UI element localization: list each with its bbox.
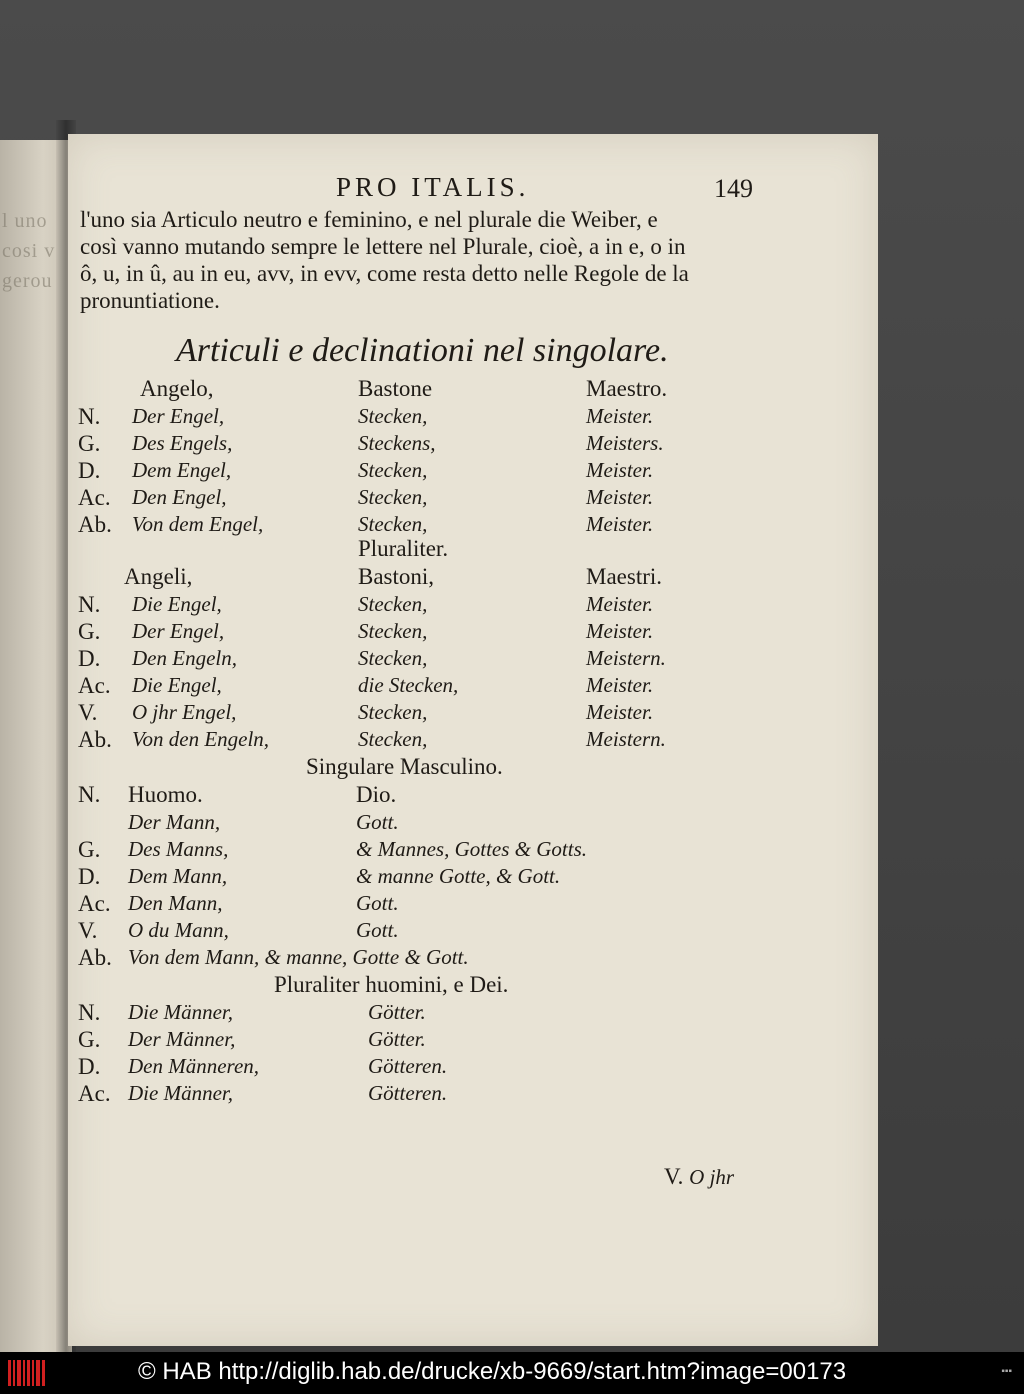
table-row: [68, 619, 878, 646]
declension-form: Den Mann,: [128, 891, 223, 915]
case-label: V.: [78, 918, 98, 943]
masc-header-row: [68, 782, 878, 809]
intro-line: così vanno mutando sempre le lettere nel Plurale, cioè, a in e, o in: [80, 234, 686, 259]
table-row: [68, 431, 878, 458]
column-header: Angelo,: [140, 376, 214, 401]
table-row: [68, 864, 878, 891]
case-label: G.: [78, 431, 101, 456]
declension-form: Die Männer,: [128, 1000, 233, 1024]
declension-form: Steckens,: [358, 431, 436, 455]
footer-bar: [0, 1352, 1024, 1394]
table-row: [68, 485, 878, 512]
declension-form: & Mannes, Gottes & Gotts.: [356, 837, 587, 861]
column-header: Angeli,: [124, 564, 193, 589]
pluraliter-heading: Pluraliter.: [358, 536, 449, 561]
declension-form: Gott.: [356, 891, 399, 915]
case-label: V.: [78, 700, 98, 725]
declension-form: Von dem Mann, & manne, Gotte & Gott.: [128, 945, 469, 969]
column-header: Huomo.: [128, 782, 203, 807]
declension-form: Meister.: [586, 700, 654, 724]
declension-form: Der Engel,: [132, 404, 225, 428]
case-label: Ac.: [78, 891, 111, 916]
declension-form: Stecken,: [358, 458, 428, 482]
case-label: Ac.: [78, 1081, 111, 1106]
facing-page-ghost-text: gerou: [2, 270, 53, 292]
plural-masculine-heading: Pluraliter huomini, e Dei.: [274, 972, 509, 997]
copyright-url[interactable]: © HAB http://diglib.hab.de/drucke/xb-9669/start.htm?image=00173: [138, 1358, 847, 1385]
plural-header-row: [68, 564, 878, 591]
book-page: [68, 134, 878, 1346]
case-label: N.: [78, 1000, 101, 1025]
declension-form: Stecken,: [358, 512, 428, 536]
table-row: [68, 837, 878, 864]
table-row: [68, 404, 878, 431]
intro-line: l'uno sia Articulo neutro e feminino, e nel plurale die Weiber, e: [80, 207, 658, 232]
declension-form: Meistern.: [586, 727, 666, 751]
declension-form: Stecken,: [358, 727, 428, 751]
declension-form: Den Männeren,: [128, 1054, 260, 1078]
column-header: Dio.: [356, 782, 397, 807]
intro-line: pronuntiatione.: [80, 288, 220, 313]
table-row: [68, 512, 878, 539]
running-head: PRO ITALIS.: [336, 172, 530, 202]
declension-form: Götteren.: [368, 1054, 448, 1078]
declension-form: Götter.: [368, 1000, 426, 1024]
catchword: [664, 1164, 734, 1190]
declension-form: Meister.: [586, 619, 654, 643]
declension-form: Meistern.: [586, 646, 666, 670]
case-label: G.: [78, 837, 101, 862]
declension-form: Dem Mann,: [128, 864, 228, 888]
declension-form: Die Männer,: [128, 1081, 233, 1105]
declension-form: Stecken,: [358, 404, 428, 428]
case-label: D.: [78, 646, 101, 671]
declension-form: Die Engel,: [132, 673, 222, 697]
declension-form: Meister.: [586, 485, 654, 509]
case-label: Ab.: [78, 512, 112, 537]
declension-form: Gott.: [356, 810, 399, 834]
column-header: Bastoni,: [358, 564, 435, 589]
declension-form: Der Mann,: [128, 810, 221, 834]
declension-form: O du Mann,: [128, 918, 229, 942]
declension-form: Gott.: [356, 918, 399, 942]
declension-form: Des Manns,: [128, 837, 229, 861]
section-title: Articuli e declinationi nel singolare.: [176, 332, 669, 369]
table-row: [68, 458, 878, 485]
table-row: [68, 646, 878, 673]
column-header: Bastone: [358, 376, 433, 401]
table-row: [68, 1027, 878, 1054]
table-row: [68, 891, 878, 918]
table-row: [68, 918, 878, 945]
case-label: N.: [78, 782, 101, 807]
declension-form: Stecken,: [358, 700, 428, 724]
table-row: [68, 727, 878, 754]
catchword-word: O jhr: [689, 1165, 735, 1189]
page-number: 149: [714, 174, 753, 203]
declension-form: Meister.: [586, 512, 654, 536]
singular-header-row: [68, 376, 878, 403]
declension-form: die Stecken,: [358, 673, 459, 697]
declension-form: Götteren.: [368, 1081, 448, 1105]
case-label: D.: [78, 864, 101, 889]
case-label: N.: [78, 404, 101, 429]
case-label: Ac.: [78, 485, 111, 510]
declension-form: Stecken,: [358, 619, 428, 643]
footer-mark: ▪▪▪: [1001, 1366, 1012, 1377]
case-label: Ac.: [78, 673, 111, 698]
case-label: N.: [78, 592, 101, 617]
declension-form: Den Engel,: [132, 485, 227, 509]
declension-form: Der Engel,: [132, 619, 225, 643]
declension-form: Meister.: [586, 404, 654, 428]
declension-form: Des Engels,: [132, 431, 233, 455]
intro-line: ô, u, in û, au in eu, avv, in evv, come resta detto nelle Regole de la: [80, 261, 689, 286]
case-label: Ab.: [78, 727, 112, 752]
declension-form: Meisters.: [586, 431, 664, 455]
declension-form: Stecken,: [358, 646, 428, 670]
table-row: [68, 700, 878, 727]
table-row: [68, 1054, 878, 1081]
declension-form: Stecken,: [358, 592, 428, 616]
table-row: [68, 1000, 878, 1027]
column-header: Maestri.: [586, 564, 663, 589]
intro-paragraph: [80, 206, 770, 314]
declension-form: Meister.: [586, 592, 654, 616]
declension-form: Dem Engel,: [132, 458, 232, 482]
declension-form: Meister.: [586, 673, 654, 697]
declension-form: Von dem Engel,: [132, 512, 264, 536]
case-label: Ab.: [78, 945, 112, 970]
declension-form: Stecken,: [358, 485, 428, 509]
table-row: [68, 945, 878, 972]
declension-form: Die Engel,: [132, 592, 222, 616]
catchword-letter: V.: [664, 1164, 684, 1189]
barcode-logo: [8, 1360, 46, 1386]
singular-masculine-heading: Singulare Masculino.: [306, 754, 503, 779]
case-label: G.: [78, 1027, 101, 1052]
declension-form: & manne Gotte, & Gott.: [356, 864, 561, 888]
facing-page-ghost-text: cosi v: [2, 240, 56, 262]
declension-form: Von den Engeln,: [132, 727, 270, 751]
case-label: D.: [78, 1054, 101, 1079]
table-row: [68, 1081, 878, 1108]
table-row: [68, 810, 878, 837]
case-label: D.: [78, 458, 101, 483]
table-row: [68, 673, 878, 700]
declension-form: Götter.: [368, 1027, 426, 1051]
declension-form: O jhr Engel,: [132, 700, 237, 724]
column-header: Maestro.: [586, 376, 668, 401]
facing-page-ghost-text: l uno: [2, 210, 48, 232]
declension-form: Meister.: [586, 458, 654, 482]
declension-form: Den Engeln,: [132, 646, 237, 670]
table-row: [68, 592, 878, 619]
case-label: G.: [78, 619, 101, 644]
declension-form: Der Männer,: [128, 1027, 236, 1051]
